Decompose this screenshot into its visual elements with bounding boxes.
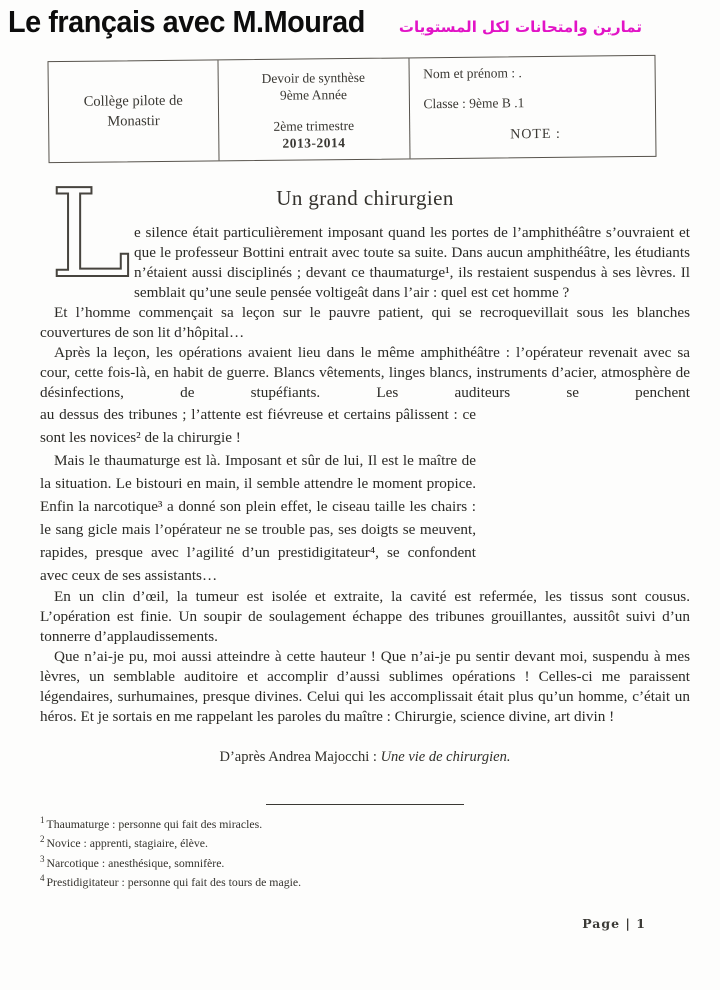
- footnote-2-marker: 2: [40, 834, 45, 845]
- footnote-3-text: Narcotique : anesthésique, somnifère.: [46, 855, 225, 870]
- footnote-3: [40, 852, 690, 871]
- paragraph-3-full: Après la leçon, les opérations avaient lieu dans le même amphithéâtre : l’opérateur revenait avec sa cour, cette fois-là, en habit de guerre. Blancs vêtements, linges blancs, instruments d’acier, atmosphère de désinfections, de stupéfiants. Les auditeurs se penchent: [40, 344, 690, 401]
- footnote-4-marker: 4: [40, 873, 45, 884]
- exam-year: 2013-2014: [282, 135, 346, 151]
- page-number: Page | 1: [582, 916, 646, 931]
- student-class-label: Classe : 9ème B .1: [423, 95, 525, 112]
- exam-info-cell: [218, 58, 410, 160]
- paragraph-5: En un clin d’œil, la tumeur est isolée et extraite, la cavité est refermée, les tissus sont cousus. L’opération est finie. Un soupir de soulagement échappe des tribunes grouillantes, aussitôt suivi d’un tonnerre d’applaudissements.: [40, 588, 690, 645]
- exam-level: 9ème Année: [279, 87, 348, 103]
- attribution-line: [40, 749, 690, 766]
- footnote-1-text: Thaumaturge : personne qui fait des miracles.: [46, 816, 263, 831]
- paragraph-4: Mais le thaumaturge est là. Imposant et sûr de lui, Il est le maître de la situation. Le bistouri en main, il semble attendre le moment propice. Enfin la narcotique³ a donné son plein effet, le ciseau taille les chairs : le sang gicle mais l’opérateur ne se trouble pas, ses doigts se meuvent, rapides, presque avec l’agilité d’un prestidigitateur⁴, se confondent avec ceux de ses assistants…: [40, 452, 476, 584]
- student-info-cell: [409, 56, 655, 159]
- exam-header-table: [47, 55, 656, 163]
- brand-title: Le français avec M.Mourad: [8, 4, 365, 39]
- attribution-prefix: D’après Andrea Majocchi :: [219, 749, 381, 765]
- footnote-1: [40, 813, 690, 832]
- footnote-4-text: Prestidigitateur : personne qui fait des tours de magie.: [46, 875, 302, 890]
- footnote-2-text: Novice : apprenti, stagiaire, élève.: [46, 836, 208, 851]
- arabic-tagline: تمارين وامتحانات لكل المستويات: [398, 18, 642, 36]
- footnotes-list: [40, 813, 690, 891]
- school-name-line2: Monastir: [107, 113, 160, 130]
- note-label: NOTE :: [510, 126, 561, 143]
- footnote-3-marker: 3: [40, 853, 45, 864]
- exam-term: 2ème trimestre: [273, 117, 355, 134]
- paragraph-3-narrow: au dessus des tribunes ; l’attente est fiévreuse et certains pâlissent : ce sont les novices² de la chirurgie !: [40, 406, 476, 446]
- footnote-2: [40, 832, 690, 851]
- exam-title: Devoir de synthèse: [261, 69, 366, 86]
- dropcap-letter: L: [50, 163, 132, 305]
- paragraph-1-text: e silence était particulièrement imposant quand les portes de l’amphithéâtre s’ouvraient et que le professeur Bottini entrait avec toute sa suite. Dans aucun amphithéâtre, les étudiants n’étaient aussi disciplinés ; devant ce thaumaturge¹, ils restaient suspendus à ses lèvres. Il semblait qu’une seule pensée voltigeât dans l’air : quel est cet homme ?: [134, 224, 690, 301]
- school-cell: [48, 60, 219, 162]
- student-name-label: Nom et prénom : .: [423, 65, 522, 82]
- document-body: [40, 163, 690, 891]
- school-name-line1: Collège pilote de: [83, 92, 183, 110]
- footnote-separator: [266, 804, 464, 805]
- paragraph-2: Et l’homme commençait sa leçon sur le pauvre patient, qui se recroquevillait sous les blanches couvertures de son lit d’hôpital…: [40, 304, 690, 341]
- attribution-work-title: Une vie de chirurgien.: [380, 749, 511, 765]
- footnote-4: [40, 871, 690, 890]
- text-title: Un grand chirurgien: [276, 186, 454, 210]
- branding-bar: [8, 4, 642, 40]
- paragraph-1: [40, 223, 690, 303]
- paragraph-6: Que n’ai-je pu, moi aussi atteindre à cette hauteur ! Que n’ai-je pu sentir devant moi, suspendu à mes lèvres, un semblable auditoire et accomplir d’aussi sublimes opérations ! Celles-ci me paraissent légendaires, surhumaines, presque divines. Celui qui les accomplissait était plus qu’un homme, c’était un héros. Et je sortais en me rappelant les paroles du maître : Chirurgie, science divine, art divin !: [40, 648, 690, 725]
- footnote-1-marker: 1: [40, 815, 45, 825]
